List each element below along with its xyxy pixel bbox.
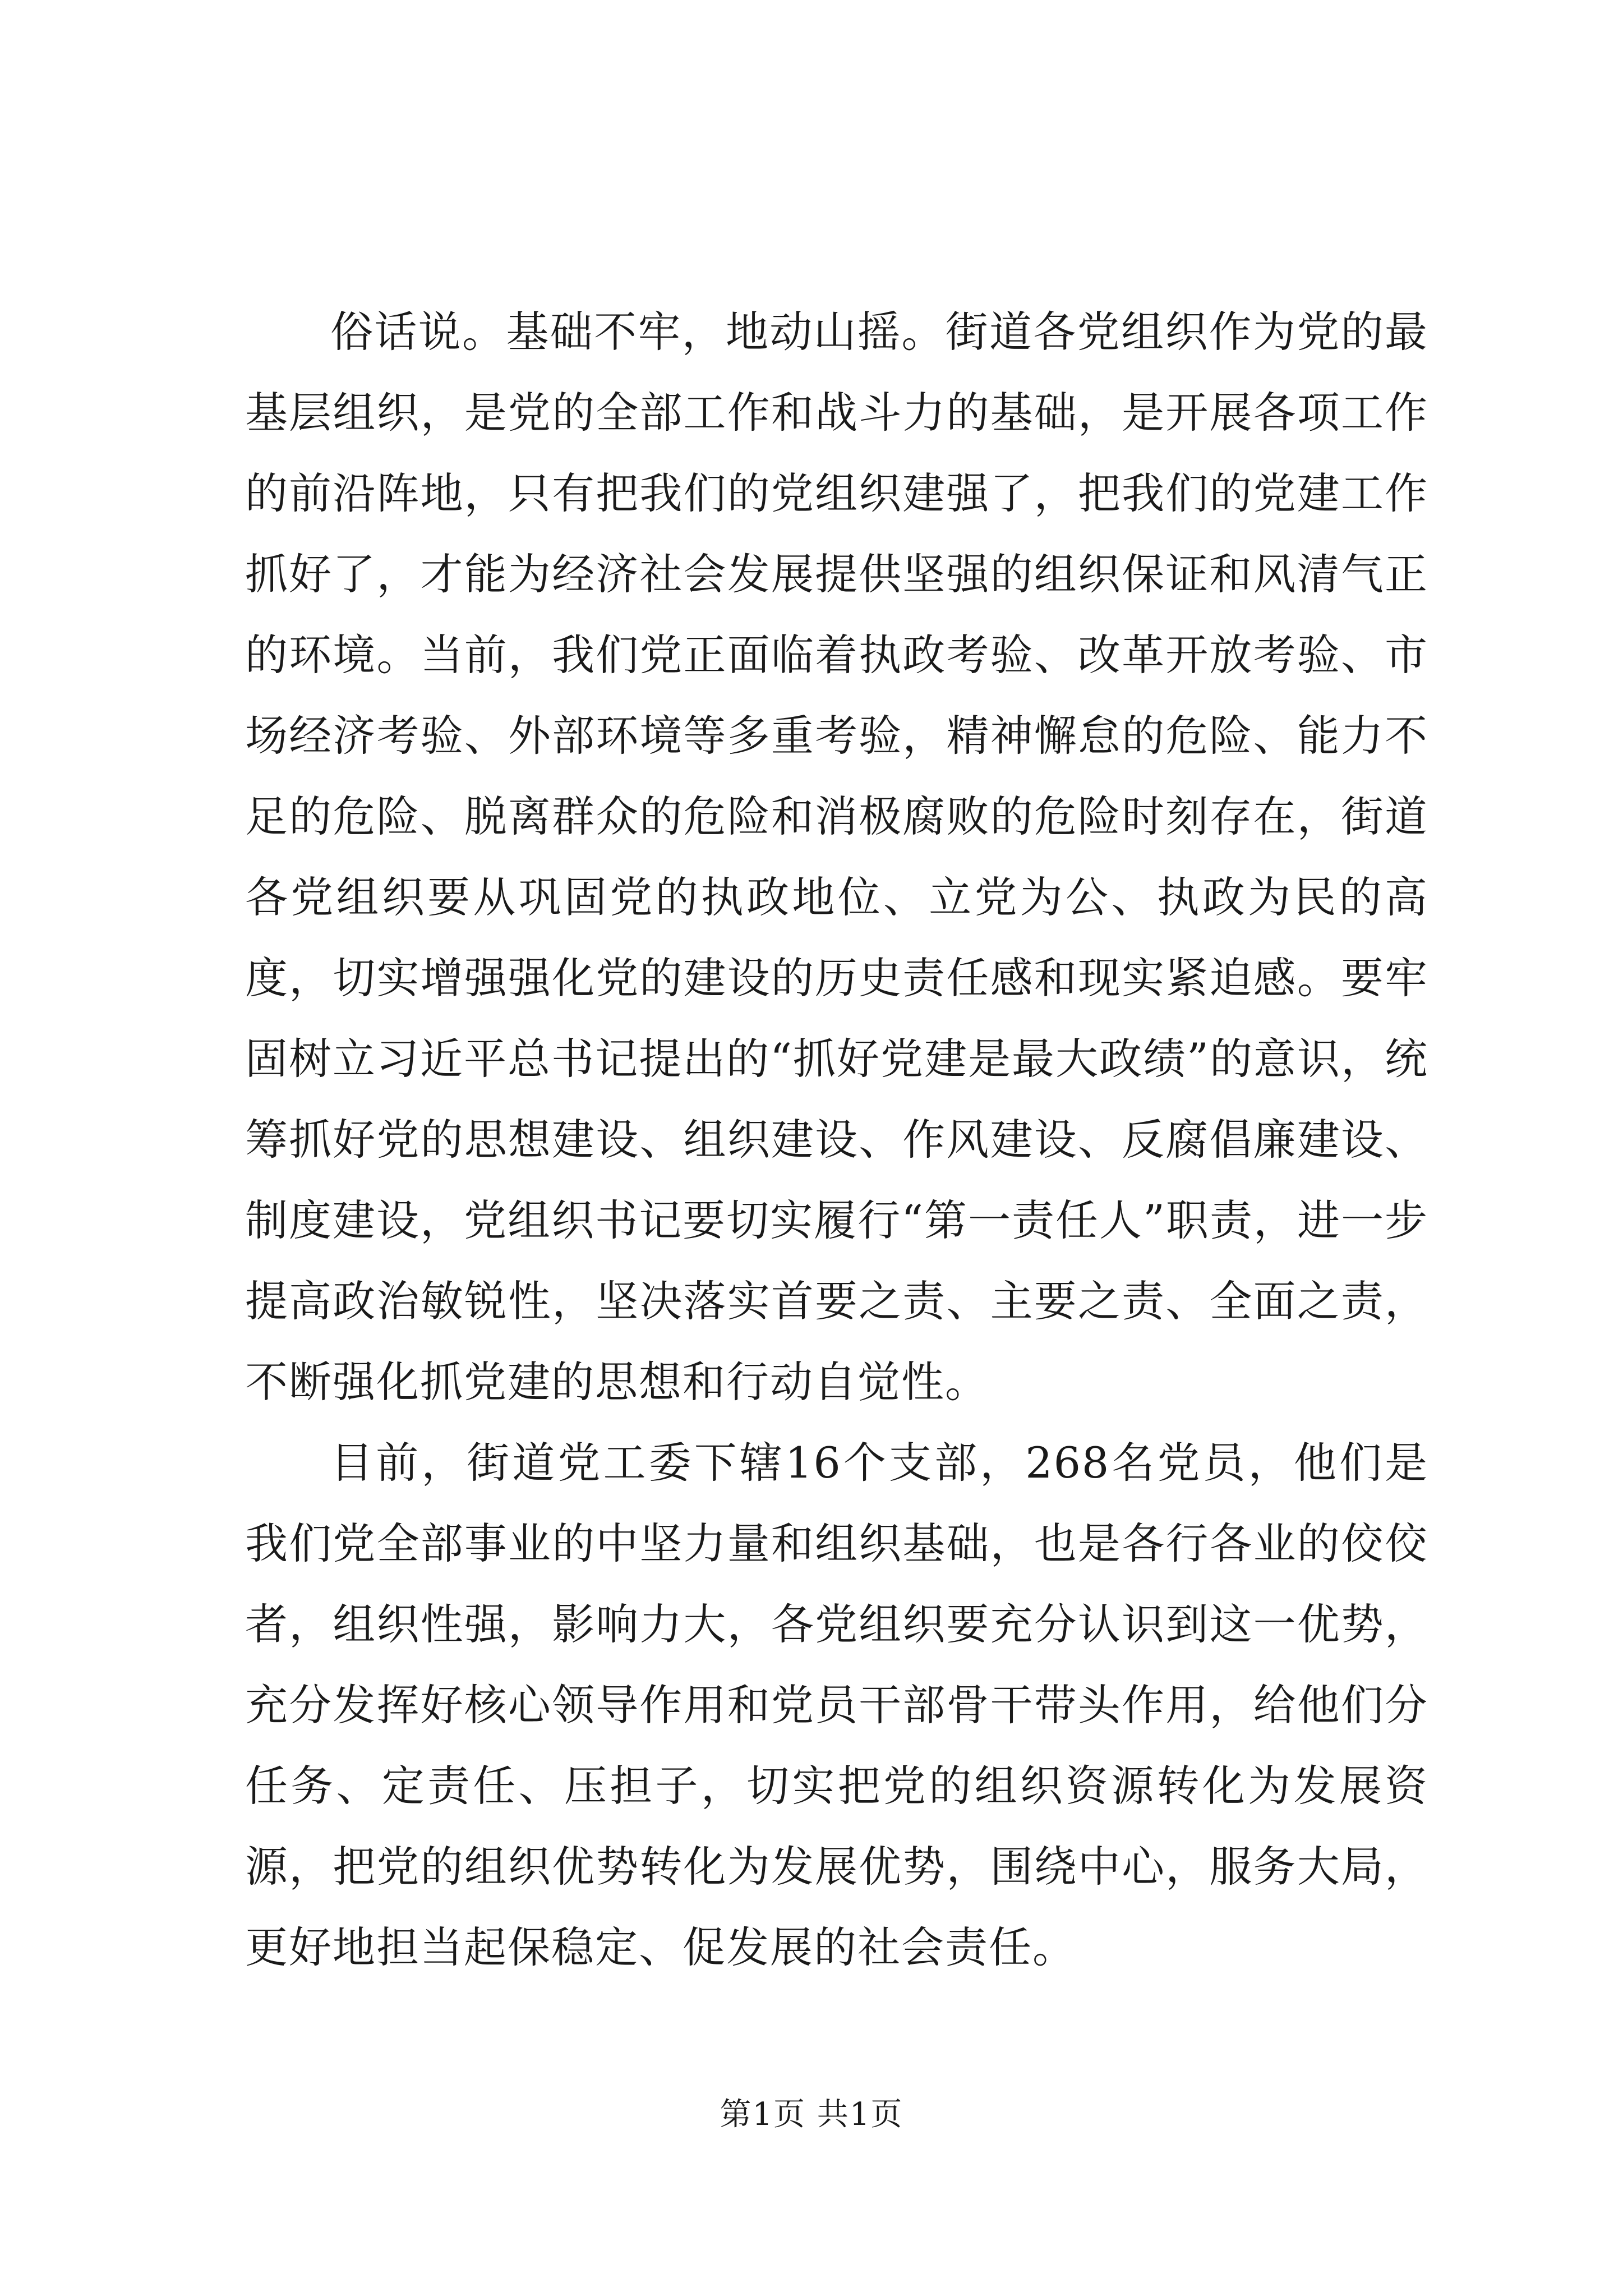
document-body: [245, 292, 1428, 1988]
paragraph-1: 俗话说。基础不牢，地动山摇。街道各党组织作为党的最基层组织，是党的全部工作和战斗力的基础，是开展各项工作的前沿阵地，只有把我们的党组织建强了，把我们的党建工作抓好了，才能为经济社会发展提供坚强的组织保证和风清气正的环境。当前，我们党正面临着执政考验、改革开放考验、市场经济考验、外部环境等多重考验，精神懈怠的危险、能力不足的危险、脱离群众的危险和消极腐败的危险时刻存在，街道各党组织要从巩固党的执政地位、立党为公、执政为民的高度，切实增强强化党的建设的历史责任感和现实紧迫感。要牢固树立习近平总书记提出的“抓好党建是最大政绩”的意识，统筹抓好党的思想建设、组织建设、作风建设、反腐倡廉建设、制度建设，党组织书记要切实履行“第一责任人”职责，进一步提高政治敏锐性，坚决落实首要之责、主要之责、全面之责，不断强化抓党建的思想和行动自觉性。: [245, 307, 1428, 1407]
paragraph-2: 目前，街道党工委下辖16个支部，268名党员，他们是我们党全部事业的中坚力量和组织基础，也是各行各业的佼佼者，组织性强，影响力大，各党组织要充分认识到这一优势，充分发挥好核心领导作用和党员干部骨干带头作用，给他们分任务、定责任、压担子，切实把党的组织资源转化为发展资源，把党的组织优势转化为发展优势，围绕中心，服务大局，更好地担当起保稳定、促发展的社会责任。: [245, 1438, 1428, 1972]
page-footer: 第1页 共1页: [720, 2096, 903, 2133]
